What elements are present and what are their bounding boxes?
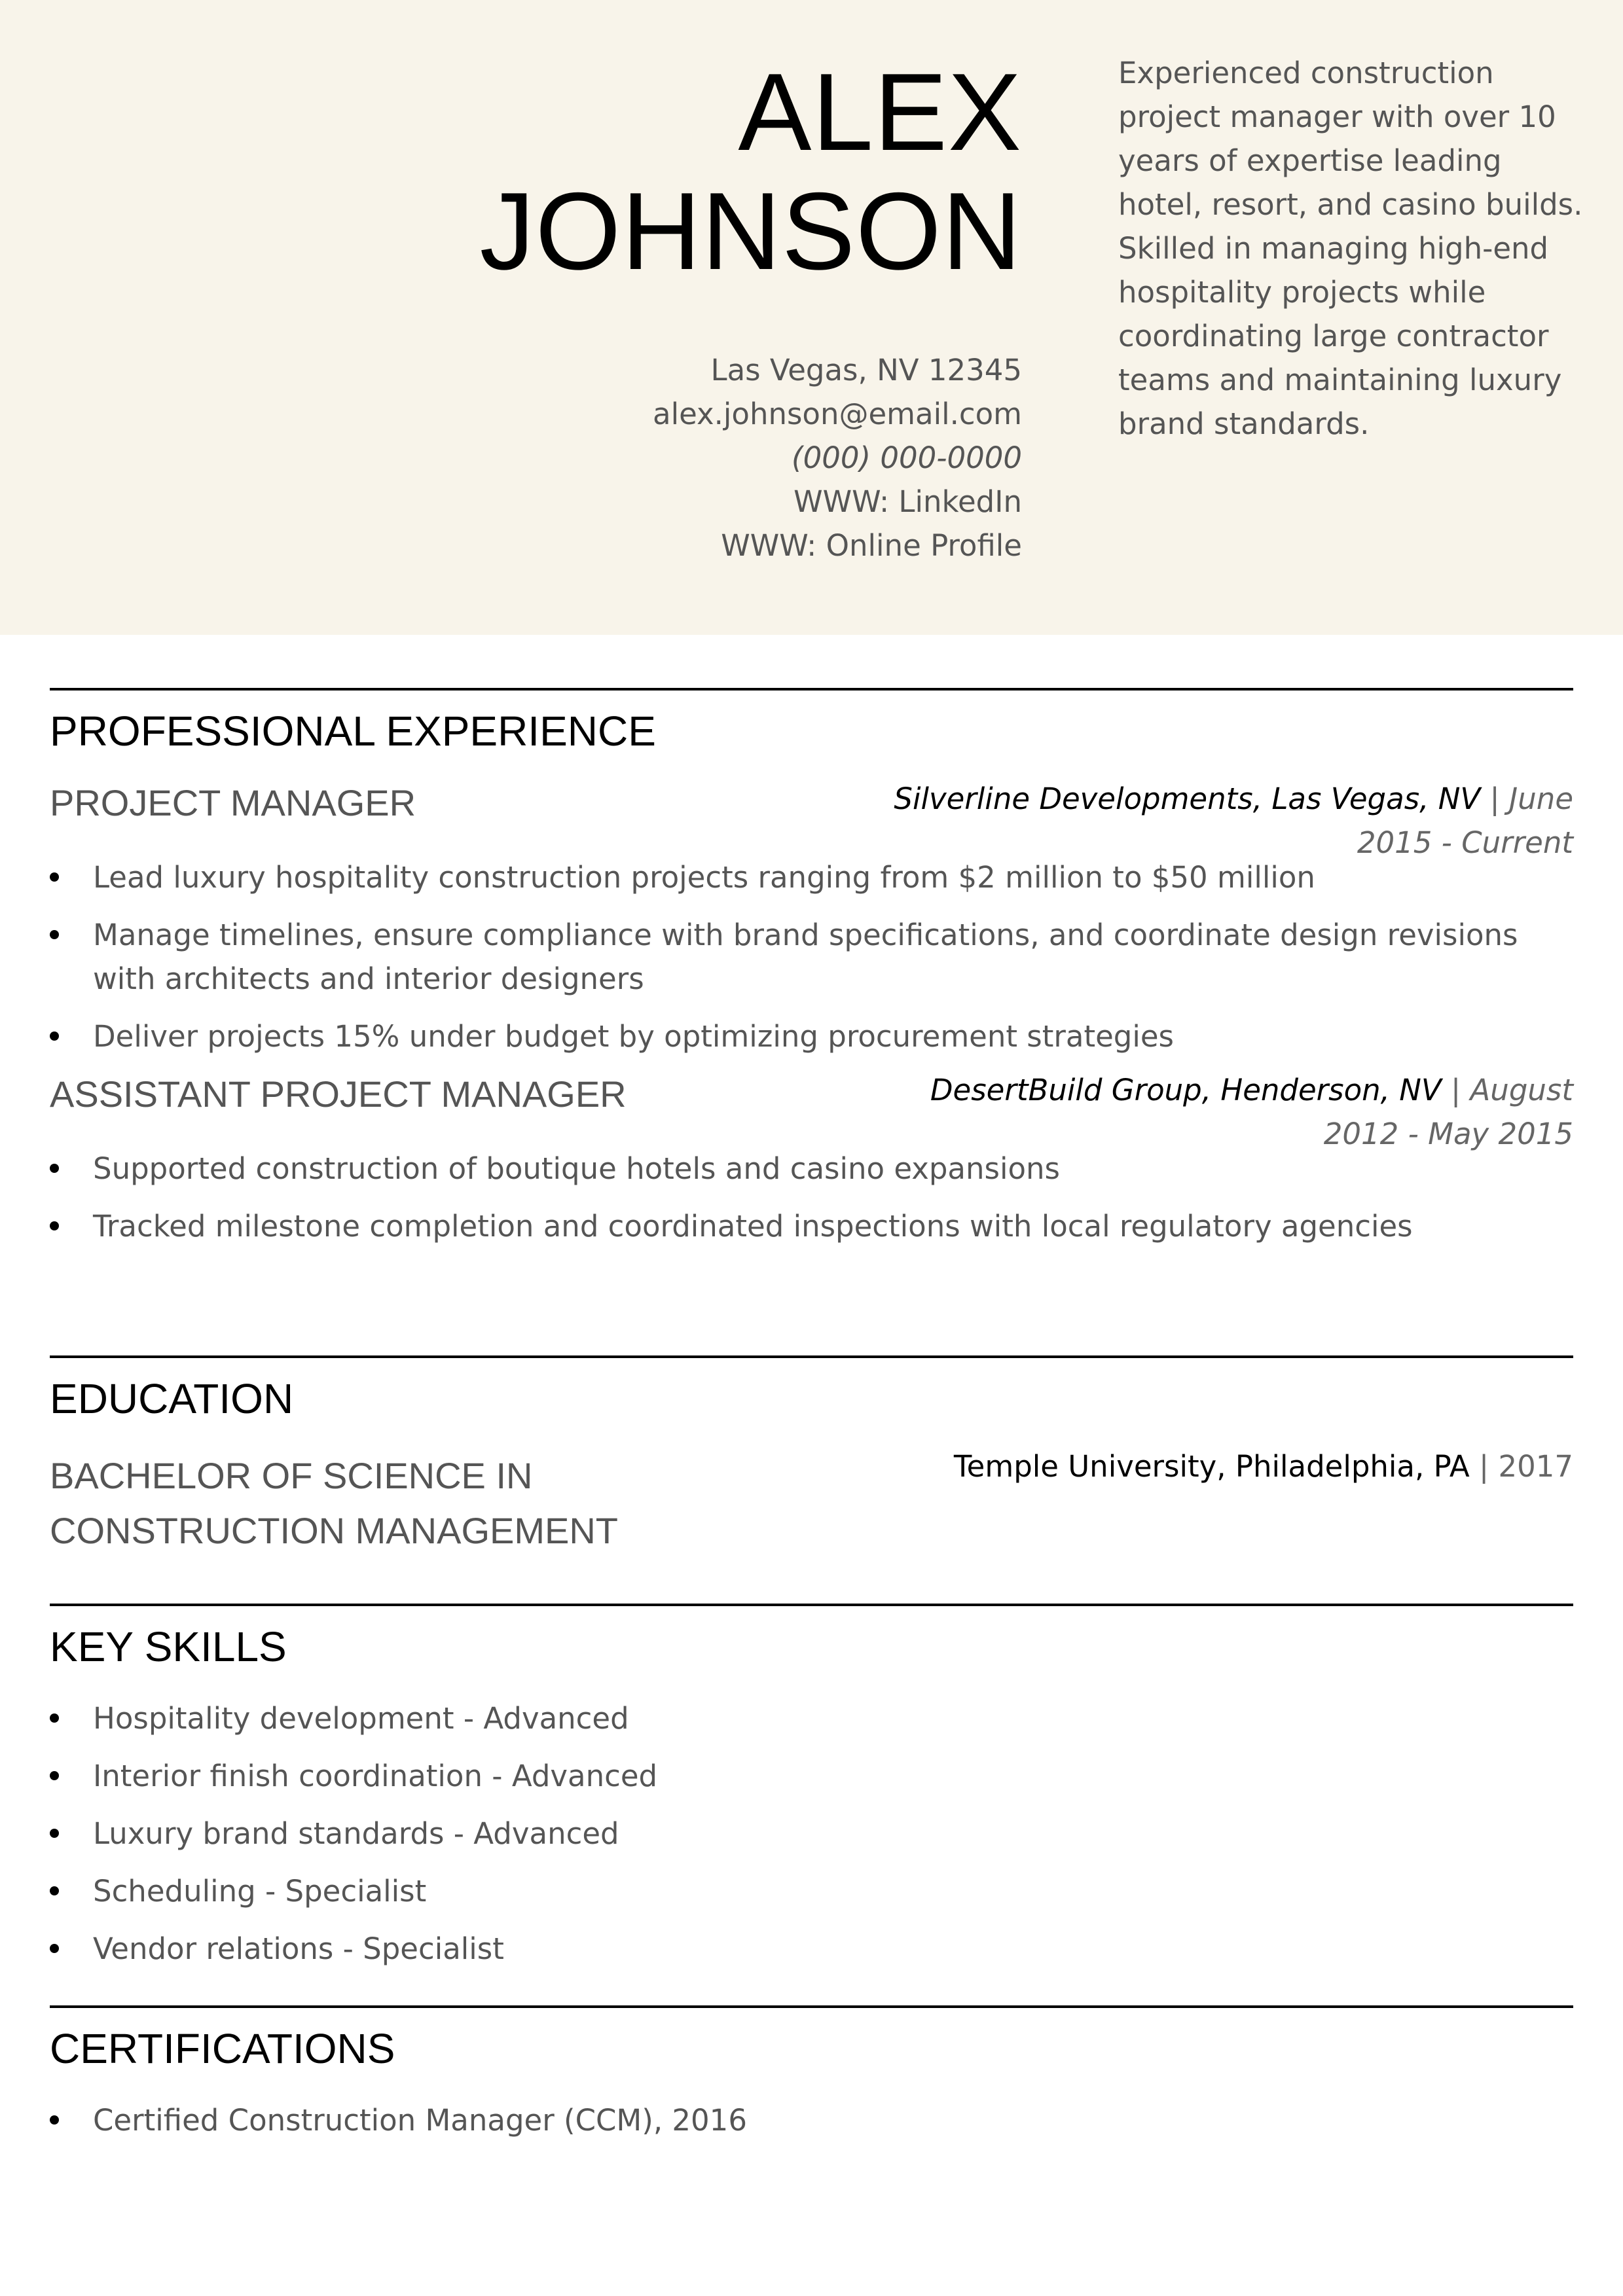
section-title-experience: PROFESSIONAL EXPERIENCE bbox=[50, 708, 656, 755]
contact-profile[interactable]: WWW: Online Profile bbox=[721, 528, 1022, 563]
experience-section bbox=[50, 688, 1573, 1262]
list-item: Tracked milestone completion and coordinated inspections with local regulatory agencies bbox=[50, 1204, 1573, 1248]
contact-linkedin[interactable]: WWW: LinkedIn bbox=[793, 484, 1022, 519]
education-degree: BACHELOR OF SCIENCE IN CONSTRUCTION MANAGEMENT bbox=[50, 1455, 618, 1551]
list-item: Luxury brand standards - Advanced bbox=[50, 1812, 1573, 1856]
job-separator: | bbox=[1451, 1073, 1461, 1107]
skills-list bbox=[50, 1696, 1573, 1971]
job-location: Las Vegas, NV bbox=[1271, 781, 1481, 816]
education-school: Temple University, Philadelphia, PA bbox=[953, 1449, 1470, 1484]
list-item: Certified Construction Manager (CCM), 2016 bbox=[50, 2098, 1573, 2142]
job-role: ASSISTANT PROJECT MANAGER bbox=[50, 1073, 627, 1115]
list-item: Vendor relations - Specialist bbox=[50, 1927, 1573, 1971]
job-company: Silverline Developments bbox=[894, 781, 1253, 816]
education-entry bbox=[50, 1448, 1573, 1558]
section-title-education: EDUCATION bbox=[50, 1375, 294, 1422]
list-item: Lead luxury hospitality construction projects ranging from $2 million to $50 million bbox=[50, 855, 1573, 899]
education-year: 2017 bbox=[1498, 1449, 1573, 1484]
job-bullets bbox=[50, 855, 1573, 1058]
contact-info bbox=[653, 348, 1022, 567]
contact-email[interactable]: alex.johnson@email.com bbox=[653, 397, 1022, 431]
candidate-name bbox=[480, 52, 1022, 291]
section-title-certifications: CERTIFICATIONS bbox=[50, 2025, 395, 2072]
education-section bbox=[50, 1355, 1573, 1558]
name-first: ALEX bbox=[738, 50, 1022, 173]
certifications-list bbox=[50, 2098, 1573, 2142]
job-separator: | bbox=[1489, 781, 1500, 816]
list-item: Scheduling - Specialist bbox=[50, 1869, 1573, 1913]
education-separator: | bbox=[1478, 1449, 1489, 1484]
job-dates: June 2015 - Current bbox=[1357, 781, 1573, 860]
certifications-section bbox=[50, 2005, 1573, 2156]
job-location: Henderson, NV bbox=[1220, 1073, 1442, 1107]
job-entry bbox=[50, 1072, 1573, 1151]
contact-address: Las Vegas, NV 12345 bbox=[710, 353, 1022, 387]
list-item: Hospitality development - Advanced bbox=[50, 1696, 1573, 1740]
list-item: Supported construction of boutique hotels and casino expansions bbox=[50, 1147, 1573, 1191]
list-item: Manage timelines, ensure compliance with brand specifications, and coordinate design revisions with architects and interior designers bbox=[50, 913, 1573, 1001]
professional-summary: Experienced construction project manager with over 10 years of expertise leading hotel, resort, and casino builds. Skilled in managing high-end hospitality projects while coordinating large contractor teams and maintaining luxury brand standards. bbox=[1118, 56, 1583, 441]
job-entry bbox=[50, 781, 1573, 860]
section-title-skills: KEY SKILLS bbox=[50, 1623, 287, 1670]
job-bullets bbox=[50, 1147, 1573, 1248]
skills-section bbox=[50, 1604, 1573, 1984]
job-company: DesertBuild Group bbox=[930, 1073, 1202, 1107]
list-item: Deliver projects 15% under budget by optimizing procurement strategies bbox=[50, 1014, 1573, 1058]
job-dates: August 2012 - May 2015 bbox=[1323, 1073, 1573, 1151]
job-meta: DesertBuild Group, Henderson, NV | August 2012 - May 2015 bbox=[930, 1073, 1573, 1151]
list-item: Interior finish coordination - Advanced bbox=[50, 1754, 1573, 1798]
job-role: PROJECT MANAGER bbox=[50, 782, 416, 823]
contact-phone: (000) 000-0000 bbox=[792, 440, 1022, 475]
name-last: JOHNSON bbox=[479, 170, 1022, 293]
education-meta bbox=[954, 1444, 1573, 1488]
job-meta: Silverline Developments, Las Vegas, NV | June 2015 - Current bbox=[894, 781, 1573, 860]
